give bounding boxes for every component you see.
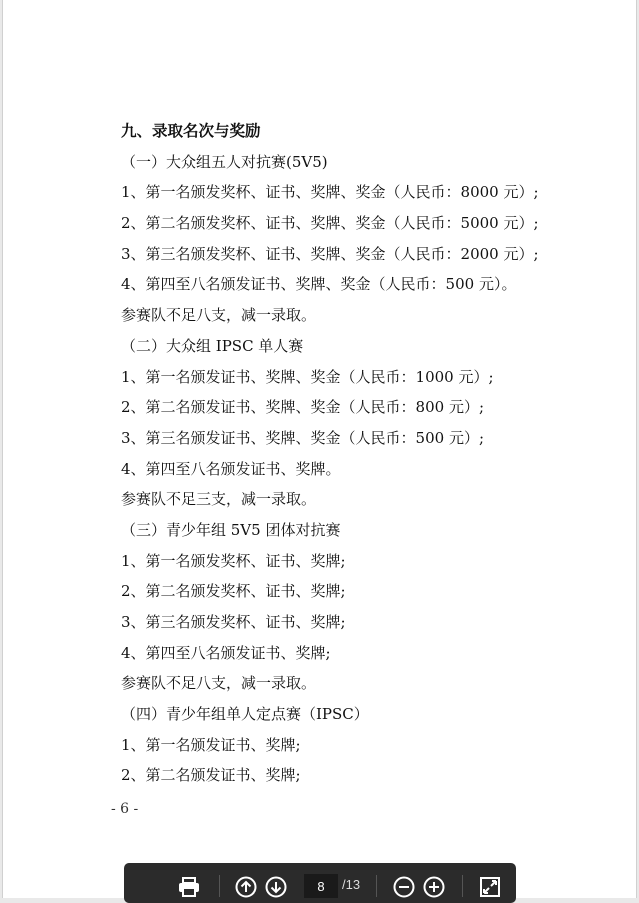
document-line: （一）大众组五人对抗赛(5V5) [121, 152, 328, 171]
document-line: 1、第一名颁发奖杯、证书、奖牌; [121, 551, 346, 570]
document-line: （二）大众组 IPSC 单人赛 [121, 336, 304, 355]
section-heading: 九、录取名次与奖励 [121, 122, 261, 140]
fit-page-icon [480, 877, 500, 897]
next-page-button[interactable] [264, 875, 288, 899]
toolbar-separator [219, 875, 220, 897]
document-line: 1、第一名颁发奖杯、证书、奖牌、奖金（人民币：8000 元）; [121, 183, 539, 202]
document-line: 2、第二名颁发证书、奖牌; [121, 766, 301, 785]
pdf-toolbar [124, 863, 516, 903]
zoom-out-button[interactable] [392, 875, 416, 899]
document-line: 3、第三名颁发奖杯、证书、奖牌、奖金（人民币：2000 元）; [121, 244, 539, 263]
page-footer-number: - 6 - [111, 801, 139, 817]
document-page [2, 0, 637, 898]
document-line: 4、第四至八名颁发证书、奖牌、奖金（人民币：500 元）。 [121, 275, 517, 294]
zoom-in-button[interactable] [422, 875, 446, 899]
document-line: 2、第二名颁发奖杯、证书、奖牌、奖金（人民币：5000 元）; [121, 214, 539, 233]
toolbar-separator [376, 875, 377, 897]
toolbar-separator [462, 875, 463, 897]
document-line: （四）青少年组单人定点赛（IPSC） [121, 705, 369, 724]
document-line: 3、第三名颁发证书、奖牌、奖金（人民币：500 元）; [121, 428, 484, 447]
document-line: 参赛队不足三支，减一录取。 [121, 490, 317, 509]
document-line: 4、第四至八名颁发证书、奖牌。 [121, 459, 341, 478]
document-line: 2、第二名颁发证书、奖牌、奖金（人民币：800 元）; [121, 398, 484, 417]
zoom-out-icon [393, 876, 415, 898]
document-content [121, 116, 591, 791]
page-total: /13 [342, 877, 361, 892]
document-line: 4、第四至八名颁发证书、奖牌; [121, 643, 331, 662]
next-page-icon [265, 876, 287, 898]
document-line: 1、第一名颁发证书、奖牌; [121, 735, 301, 754]
document-line: 2、第二名颁发奖杯、证书、奖牌; [121, 582, 346, 601]
previous-page-button[interactable] [234, 875, 258, 899]
document-line: （三）青少年组 5V5 团体对抗赛 [121, 520, 341, 539]
page-number-input[interactable] [304, 874, 338, 898]
previous-page-icon [235, 876, 257, 898]
print-button[interactable] [177, 875, 201, 899]
document-line: 3、第三名颁发奖杯、证书、奖牌; [121, 613, 346, 631]
document-line: 1、第一名颁发证书、奖牌、奖金（人民币：1000 元）; [121, 367, 494, 386]
print-icon [178, 877, 200, 897]
document-line: 参赛队不足八支，减一录取。 [121, 674, 317, 693]
zoom-in-icon [423, 876, 445, 898]
document-line: 参赛队不足八支，减一录取。 [121, 306, 317, 325]
fit-page-button[interactable] [478, 875, 502, 899]
